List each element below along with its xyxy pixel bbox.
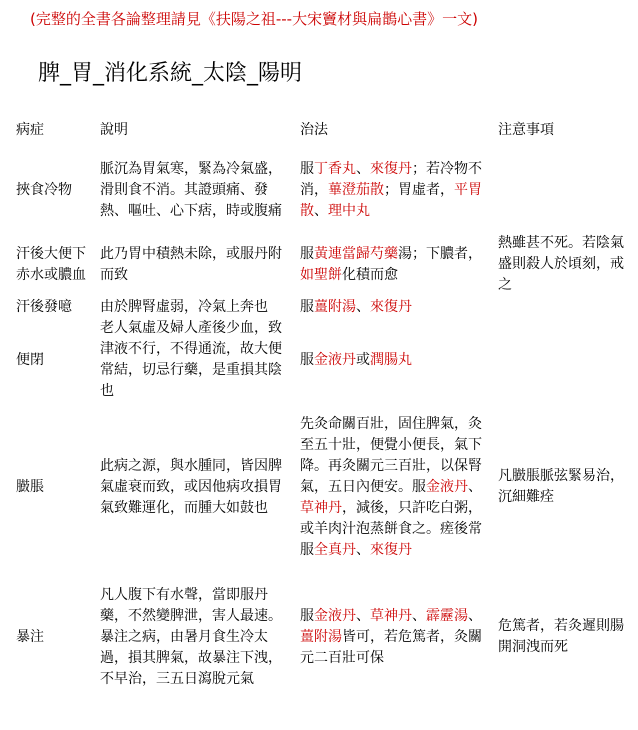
explain-cell: 此乃胃中積熱未除，或服丹附而致 xyxy=(100,245,282,283)
explain-cell: 由於脾腎虛弱，冷氣上奔也 xyxy=(100,298,268,315)
medicine-link[interactable]: 平胃散 xyxy=(300,181,482,219)
explain-cell: 凡人腹下有水聲，當即服丹藥，不然變脾泄，害人最速。暴注之病，由暑月食生冷太過，損其脾氣，故暴注下洩，不早治，三五日瀉脫元氣 xyxy=(100,586,282,687)
treatment-text: 皆可，若危篤者，灸關元二百壯可保 xyxy=(300,628,482,666)
medicine-link[interactable]: 霹靂湯 xyxy=(426,607,468,624)
medicine-link[interactable]: 黃連當歸芍藥 xyxy=(314,245,398,262)
medicine-link[interactable]: 來復丹 xyxy=(370,298,412,315)
medicine-link[interactable]: 潤腸丸 xyxy=(370,351,412,368)
header-treatment: 治法 xyxy=(300,122,328,138)
table-row xyxy=(14,318,632,402)
treatment-text: 湯；下膿者， xyxy=(398,245,482,262)
disease-cell: 挾食冷物 xyxy=(16,181,72,198)
treatment-text: 、 xyxy=(356,298,370,315)
disease-cell: 便閉 xyxy=(16,351,44,368)
treatment-text: 服 xyxy=(300,245,314,262)
explain-cell: 老人氣虛及婦人產後少血，致津液不行，不得通流，故大便常結，切忌行藥，是重損其陰也 xyxy=(100,320,282,399)
table-row xyxy=(14,233,632,296)
note-cell xyxy=(496,318,632,402)
treatment-cell xyxy=(298,233,496,296)
note-cell xyxy=(496,147,632,233)
treatment-text: 或 xyxy=(356,351,370,368)
table-row xyxy=(14,147,632,233)
medicine-link[interactable]: 如聖餅 xyxy=(300,266,342,283)
note-cell: 凡臌脹脈弦緊易治，沉細難痊 xyxy=(498,468,624,505)
medicine-link[interactable]: 來復丹 xyxy=(370,541,412,558)
treatment-text: 、 xyxy=(356,160,370,177)
medicine-link[interactable]: 金液丹 xyxy=(314,607,356,624)
treatment-cell xyxy=(298,572,496,702)
medicine-link[interactable]: 薑附湯 xyxy=(314,298,356,315)
treatment-text: 、 xyxy=(356,607,370,624)
treatment-text: 服 xyxy=(300,607,314,624)
medicine-link[interactable]: 薑附湯 xyxy=(300,628,342,645)
header-explain: 說明 xyxy=(100,122,128,138)
table-header-row xyxy=(14,120,632,147)
medicine-link[interactable]: 來復丹 xyxy=(370,160,412,177)
disease-cell: 汗後大便下赤水或膿血 xyxy=(16,245,86,283)
disease-cell: 臌脹 xyxy=(16,478,44,495)
explain-cell: 此病之源，與水腫同，皆因脾氣虛衰而致，或因他病攻損胃氣致難運化，而腫大如鼓也 xyxy=(100,457,282,516)
treatment-text: ；若冷物不消， xyxy=(300,160,482,198)
note-cell xyxy=(496,296,632,318)
note-cell: 危篤者，若灸遲則腸開洞洩而死 xyxy=(498,618,624,655)
table-row xyxy=(14,402,632,572)
page-title: 脾_胃_消化系統_太陰_陽明 xyxy=(38,61,303,86)
treatment-text: 服 xyxy=(300,351,314,368)
treatment-cell xyxy=(298,147,496,233)
notice-link-text[interactable]: (完整的全書各論整理請見《扶陽之祖---大宋竇材與扁鵲心書》一文) xyxy=(30,10,478,28)
medicine-link[interactable]: 草神丹 xyxy=(300,499,342,516)
treatment-text: 、 xyxy=(412,607,426,624)
medicine-link[interactable]: 理中丸 xyxy=(328,202,370,219)
treatment-text: 、 xyxy=(356,541,370,558)
header-notes: 注意事項 xyxy=(498,122,554,138)
table-row xyxy=(14,296,632,318)
treatment-text: 先灸命關百壯，固住脾氣，灸至五十壯，便覺小便長，氣下降。再灸關元三百壯，以保腎氣，五日內便安。服 xyxy=(300,415,482,495)
note-cell: 熱雖甚不死。若陰氣盛則殺人於頃刻，戒之 xyxy=(498,235,624,293)
treatment-text: 服 xyxy=(300,298,314,315)
medicine-link[interactable]: 金液丹 xyxy=(314,351,356,368)
medicine-link[interactable]: 全真丹 xyxy=(314,541,356,558)
medicine-link[interactable]: 金液丹 xyxy=(426,478,468,495)
explain-cell: 脈沉為胃氣寒，緊為冷氣盛，滑則食不消。其證頭痛、發熱、嘔吐、心下痞，時或腹痛 xyxy=(100,160,282,219)
disease-cell: 汗後發噫 xyxy=(16,298,72,315)
treatment-text: 、 xyxy=(468,607,482,624)
medicine-link[interactable]: 蓽澄茄散 xyxy=(328,181,384,198)
treatment-text: ；胃虛者， xyxy=(384,181,454,198)
treatment-text: 化積而愈 xyxy=(342,266,398,283)
treatment-text: 服 xyxy=(300,160,314,177)
disease-table xyxy=(14,120,632,702)
medicine-link[interactable]: 草神丹 xyxy=(370,607,412,624)
table-row xyxy=(14,572,632,702)
treatment-cell xyxy=(298,296,496,318)
treatment-text: 、 xyxy=(314,202,328,219)
treatment-cell xyxy=(298,318,496,402)
header-disease: 病症 xyxy=(16,122,44,138)
treatment-cell xyxy=(298,402,496,572)
disease-cell: 暴注 xyxy=(16,628,44,645)
treatment-text: ，減後，只許吃白粥，或羊肉汁泡蒸餅食之。瘥後常服 xyxy=(300,499,482,558)
medicine-link[interactable]: 丁香丸 xyxy=(314,160,356,177)
treatment-text: 、 xyxy=(468,478,482,495)
